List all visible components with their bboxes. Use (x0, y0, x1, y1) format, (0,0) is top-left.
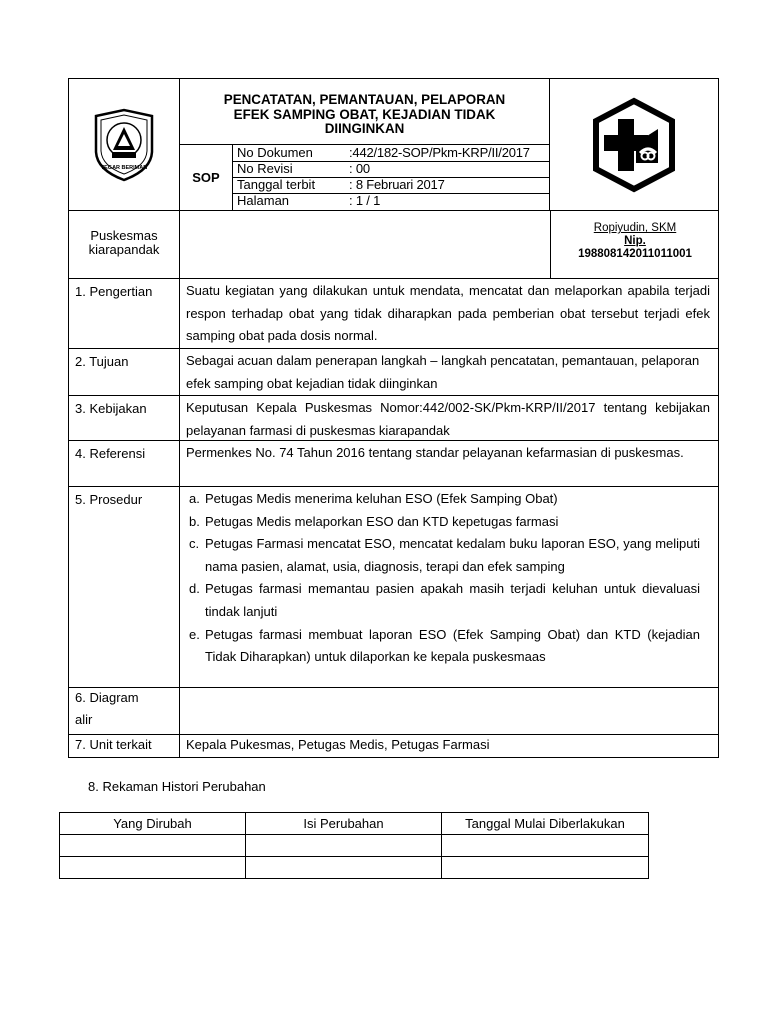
meta-row: No Revisi : 00 (233, 161, 549, 178)
list-item: b. Petugas Medis melaporkan ESO dan KTD kepetugas farmasi (189, 513, 559, 529)
sop-header (68, 78, 719, 211)
column-header: Yang Dirubah (60, 813, 246, 835)
section-label: 6. Diagram alir (69, 687, 180, 734)
column-header: Isi Perubahan (246, 813, 442, 835)
meta-row: No Dokumen :442/182-SOP/Pkm-KRP/II/2017 (233, 145, 549, 162)
meta-row: Halaman : 1 / 1 (237, 193, 381, 208)
sop-body-table (68, 210, 719, 758)
puskesmas-logo-icon (586, 97, 682, 193)
table-row (60, 835, 649, 857)
column-header: Tanggal Mulai Diberlakukan (442, 813, 649, 835)
section-label: 4. Referensi (69, 440, 180, 486)
section-label: 2. Tujuan (69, 348, 180, 395)
table-row (60, 857, 649, 879)
section-text: Sebagai acuan dalam penerapan langkah – langkah pencatatan, pemantauan, pelaporan efek samping obat kejadian tidak diinginkan (186, 353, 700, 391)
section-row-diagram (69, 687, 718, 735)
section-label: 3. Kebijakan (69, 395, 180, 440)
title-text: PENCATATAN, PEMANTAUAN, PELAPORAN EFEK SAMPING OBAT, KEJADIAN TIDAK DIINGINKAN (223, 92, 506, 136)
regency-emblem-icon (91, 108, 157, 182)
section-text (180, 687, 718, 734)
section-text: Suatu kegiatan yang dilakukan untuk mendata, mencatat dan melaporkan apabila terjadi respon terhadap obat yang tidak diharapkan pada pemberian obat tersebut terjadi efek samping obat pada dosis normal. (186, 283, 710, 344)
history-table (59, 812, 649, 879)
section-text: Kepala Pukesmas, Petugas Medis, Petugas Farmasi (186, 737, 490, 752)
section-text: Keputusan Kepala Puskesmas Nomor:442/002-SK/Pkm-KRP/II/2017 tentang kebijakan pelayanan farmasi di puskesmas kiarapandak (186, 400, 710, 438)
section-label: 1. Pengertian (69, 278, 180, 348)
section-row-kebijakan (69, 395, 718, 441)
document-meta (233, 145, 550, 210)
list-item: e. Petugas farmasi membuat laporan ESO (Efek Samping Obat) dan KTD (kejadian Tidak Diharapkan) untuk dilaporkan ke kepala puskesmaas (189, 626, 700, 665)
signer-name: Ropiyudin, SKM (593, 222, 677, 234)
section-text: Permenkes No. 74 Tahun 2016 tentang standar pelayanan kefarmasian di puskesmas. (186, 445, 684, 460)
regency-logo-cell (69, 79, 180, 210)
table-header-row (60, 813, 649, 835)
document-title (180, 79, 550, 145)
procedure-list (180, 486, 718, 687)
history-title: 8. Rekaman Histori Perubahan (88, 779, 266, 794)
sop-label: SOP (180, 145, 233, 210)
logo-caption: TEGAR BERIMAN (100, 164, 148, 171)
list-item: c. Petugas Farmasi mencatat ESO, mencatat kedalam buku laporan ESO, yang meliputi nama pasien, alamat, usia, diagnosis, terapi dan efek samping (189, 536, 700, 574)
signature-row (69, 210, 718, 279)
section-row-tujuan (69, 348, 718, 396)
organization-name: Puskesmas kiarapandak (69, 210, 180, 278)
section-label: 5. Prosedur (69, 486, 180, 687)
nip-label: Nip. (624, 235, 646, 247)
section-row-referensi (69, 440, 718, 487)
meta-row: Tanggal terbit : 8 Februari 2017 (233, 177, 549, 194)
puskesmas-logo-cell (550, 79, 718, 210)
signature-block (551, 222, 719, 261)
nip-number: 198808142011011001 (578, 248, 692, 260)
section-row-unit-terkait (69, 734, 718, 758)
list-item: d. Petugas farmasi memantau pasien apakah masih terjadi keluhan untuk dievaluasi tindak lanjuti (189, 581, 700, 619)
list-item: a. Petugas Medis menerima keluhan ESO (Efek Samping Obat) (189, 491, 558, 506)
section-row-pengertian (69, 278, 718, 349)
section-row-prosedur (69, 486, 718, 688)
section-label: 7. Unit terkait (69, 734, 180, 758)
